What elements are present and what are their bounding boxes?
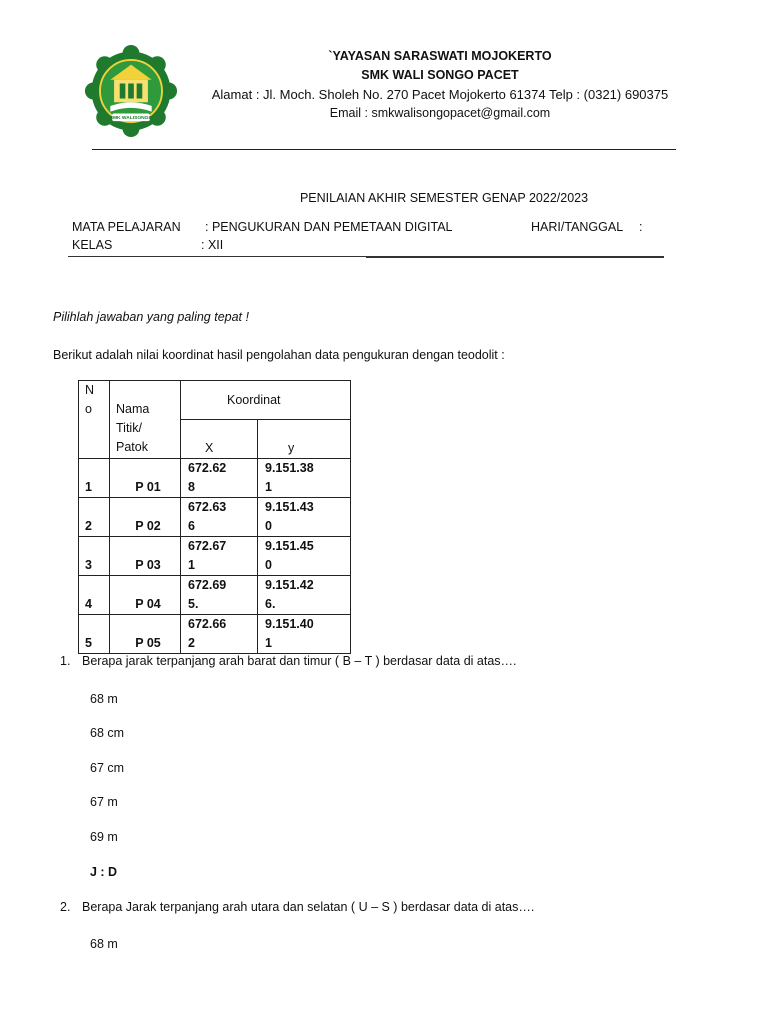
row-x: 672.63 6: [181, 498, 258, 537]
q1-option-c: 67 cm: [90, 761, 125, 775]
q1-option-d: 67 m: [90, 795, 118, 809]
info-underline-right: [366, 257, 664, 258]
q1-option-a: 68 m: [90, 692, 118, 706]
row-x: 672.62 8: [181, 459, 258, 498]
row-x: 672.69 5.: [181, 576, 258, 615]
q2-option-a: 68 m: [90, 937, 118, 951]
table-row: [79, 576, 351, 615]
table-row: [79, 498, 351, 537]
table-row: [79, 615, 351, 654]
header-no: N o: [79, 381, 110, 459]
row-nama: P 05: [110, 615, 181, 654]
table-row: [79, 459, 351, 498]
school-name: SMK WALI SONGO PACET: [361, 68, 519, 82]
class-value: : XII: [201, 238, 224, 252]
row-y: 9.151.43 0: [258, 498, 351, 537]
subject-label: MATA PELAJARAN: [72, 220, 181, 234]
row-nama: P 03: [110, 537, 181, 576]
row-no: 5: [79, 615, 110, 654]
foundation-name: `YAYASAN SARASWATI MOJOKERTO: [328, 49, 552, 63]
header-x: X: [181, 420, 258, 459]
instructions: Pilihlah jawaban yang paling tepat !: [53, 310, 249, 324]
q1-option-e: 69 m: [90, 830, 118, 844]
school-address: Alamat : Jl. Moch. Sholeh No. 270 Pacet Mojokerto 61374 Telp : (0321) 690375: [211, 87, 669, 102]
q1-option-b: 68 cm: [90, 726, 125, 740]
header-divider: [92, 149, 676, 150]
school-logo: [84, 44, 178, 138]
row-y: 9.151.45 0: [258, 537, 351, 576]
row-x: 672.67 1: [181, 537, 258, 576]
row-no: 4: [79, 576, 110, 615]
logo-text: SMK WALISONGO: [109, 116, 153, 122]
table-row: [79, 537, 351, 576]
subject-value: : PENGUKURAN DAN PEMETAAN DIGITAL: [205, 220, 453, 234]
intro-text: Berikut adalah nilai koordinat hasil pengolahan data pengukuran dengan teodolit :: [53, 348, 505, 362]
date-colon: :: [639, 220, 643, 234]
row-no: 1: [79, 459, 110, 498]
row-x: 672.66 2: [181, 615, 258, 654]
row-nama: P 04: [110, 576, 181, 615]
header-y: y: [258, 420, 351, 459]
header-koordinat: Koordinat: [181, 381, 351, 420]
row-nama: P 01: [110, 459, 181, 498]
row-y: 9.151.42 6.: [258, 576, 351, 615]
date-label: HARI/TANGGAL: [531, 220, 624, 234]
coordinate-table: [78, 380, 351, 654]
class-label: KELAS: [72, 238, 113, 252]
question-1: 1. Berapa jarak terpanjang arah barat dan timur ( B – T ) berdasar data di atas….: [60, 654, 517, 668]
row-no: 3: [79, 537, 110, 576]
q1-answer: J : D: [90, 865, 118, 879]
question-2: 2. Berapa Jarak terpanjang arah utara dan selatan ( U – S ) berdasar data di atas….: [60, 900, 535, 914]
header-nama: Nama Titik/ Patok: [110, 381, 181, 459]
row-y: 9.151.38 1: [258, 459, 351, 498]
row-no: 2: [79, 498, 110, 537]
exam-title: PENILAIAN AKHIR SEMESTER GENAP 2022/2023: [299, 191, 589, 205]
row-y: 9.151.40 1: [258, 615, 351, 654]
school-email: Email : smkwalisongopacet@gmail.com: [329, 106, 551, 120]
row-nama: P 02: [110, 498, 181, 537]
